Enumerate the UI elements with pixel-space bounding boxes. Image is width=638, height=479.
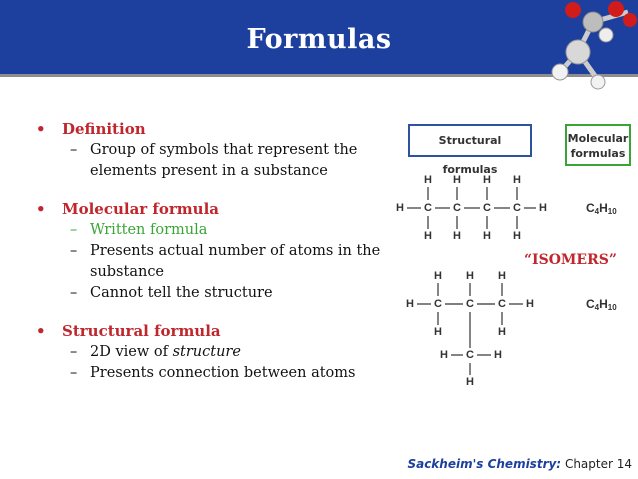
atom-h: H — [483, 174, 491, 186]
atom-h: H — [539, 202, 547, 214]
sub-item-molecular-2: – Presents actual number of atoms in the substance — [70, 243, 381, 280]
structural-formulas-label: Structural formulas — [408, 124, 532, 157]
atom-h: H — [406, 298, 414, 310]
sub-item-structural-2: – Presents connection between atoms — [30, 363, 390, 384]
atom-h: H — [440, 349, 448, 361]
sub-item-structural-1: – 2D view of structure — [30, 342, 390, 363]
dash-icon: – — [70, 285, 78, 301]
page-title: Formulas — [246, 24, 392, 55]
isomers-label: “ISOMERS” — [524, 252, 617, 268]
atom-h: H — [434, 326, 442, 338]
atom-h: H — [453, 174, 461, 186]
sub-item-definition-1: – Group of symbols that represent the elements present in a substance — [70, 142, 358, 179]
atom-h: H — [466, 270, 474, 282]
dash-icon: – — [70, 365, 78, 381]
atom-h: H — [434, 270, 442, 282]
sub-item-molecular-3: – Cannot tell the structure — [30, 283, 390, 304]
atom-h: H — [526, 298, 534, 310]
dash-icon: – — [70, 243, 78, 259]
sub-item-molecular-1: – Written formula — [30, 220, 390, 241]
dash-icon: – — [70, 344, 78, 360]
atom-c: C — [513, 202, 521, 214]
molecule-model-icon — [538, 0, 638, 100]
structural-formula-diagram — [390, 168, 638, 400]
atom-h: H — [513, 174, 521, 186]
atom-h: H — [424, 174, 432, 186]
bullet-list — [30, 118, 390, 384]
dash-icon: – — [70, 222, 78, 238]
atom-h: H — [396, 202, 404, 214]
bullet-molecular-formula: • Molecular formula — [36, 200, 219, 218]
dash-icon: – — [70, 142, 78, 158]
atom-h: H — [466, 376, 474, 388]
atom-h: H — [498, 326, 506, 338]
bullet-definition: • Definition — [36, 120, 146, 138]
atom-h: H — [453, 230, 461, 242]
atom-c: C — [453, 202, 461, 214]
atom-c: C — [466, 298, 474, 310]
atom-h: H — [498, 270, 506, 282]
atom-c: C — [424, 202, 432, 214]
atom-c: C — [498, 298, 506, 310]
atom-h: H — [513, 230, 521, 242]
atom-h: H — [483, 230, 491, 242]
molecular-formula-butane: $C_4H_{10}$ — [586, 201, 617, 216]
bullet-dot-icon: • — [36, 322, 46, 340]
bullet-structural-formula: • Structural formula — [36, 322, 221, 340]
bullet-dot-icon: • — [36, 120, 46, 138]
bullet-dot-icon: • — [36, 200, 46, 218]
atom-c: C — [483, 202, 491, 214]
atom-h: H — [494, 349, 502, 361]
molecular-formula-isobutane: $C_4H_{10}$ — [586, 297, 617, 312]
atom-h: H — [424, 230, 432, 242]
atom-c: C — [434, 298, 442, 310]
molecular-formulas-label: Molecular formulas — [565, 124, 631, 166]
title-banner — [0, 0, 638, 77]
atom-c: C — [466, 349, 474, 361]
footer-citation: Sackheim's Chemistry: Chapter 14 — [407, 457, 632, 471]
